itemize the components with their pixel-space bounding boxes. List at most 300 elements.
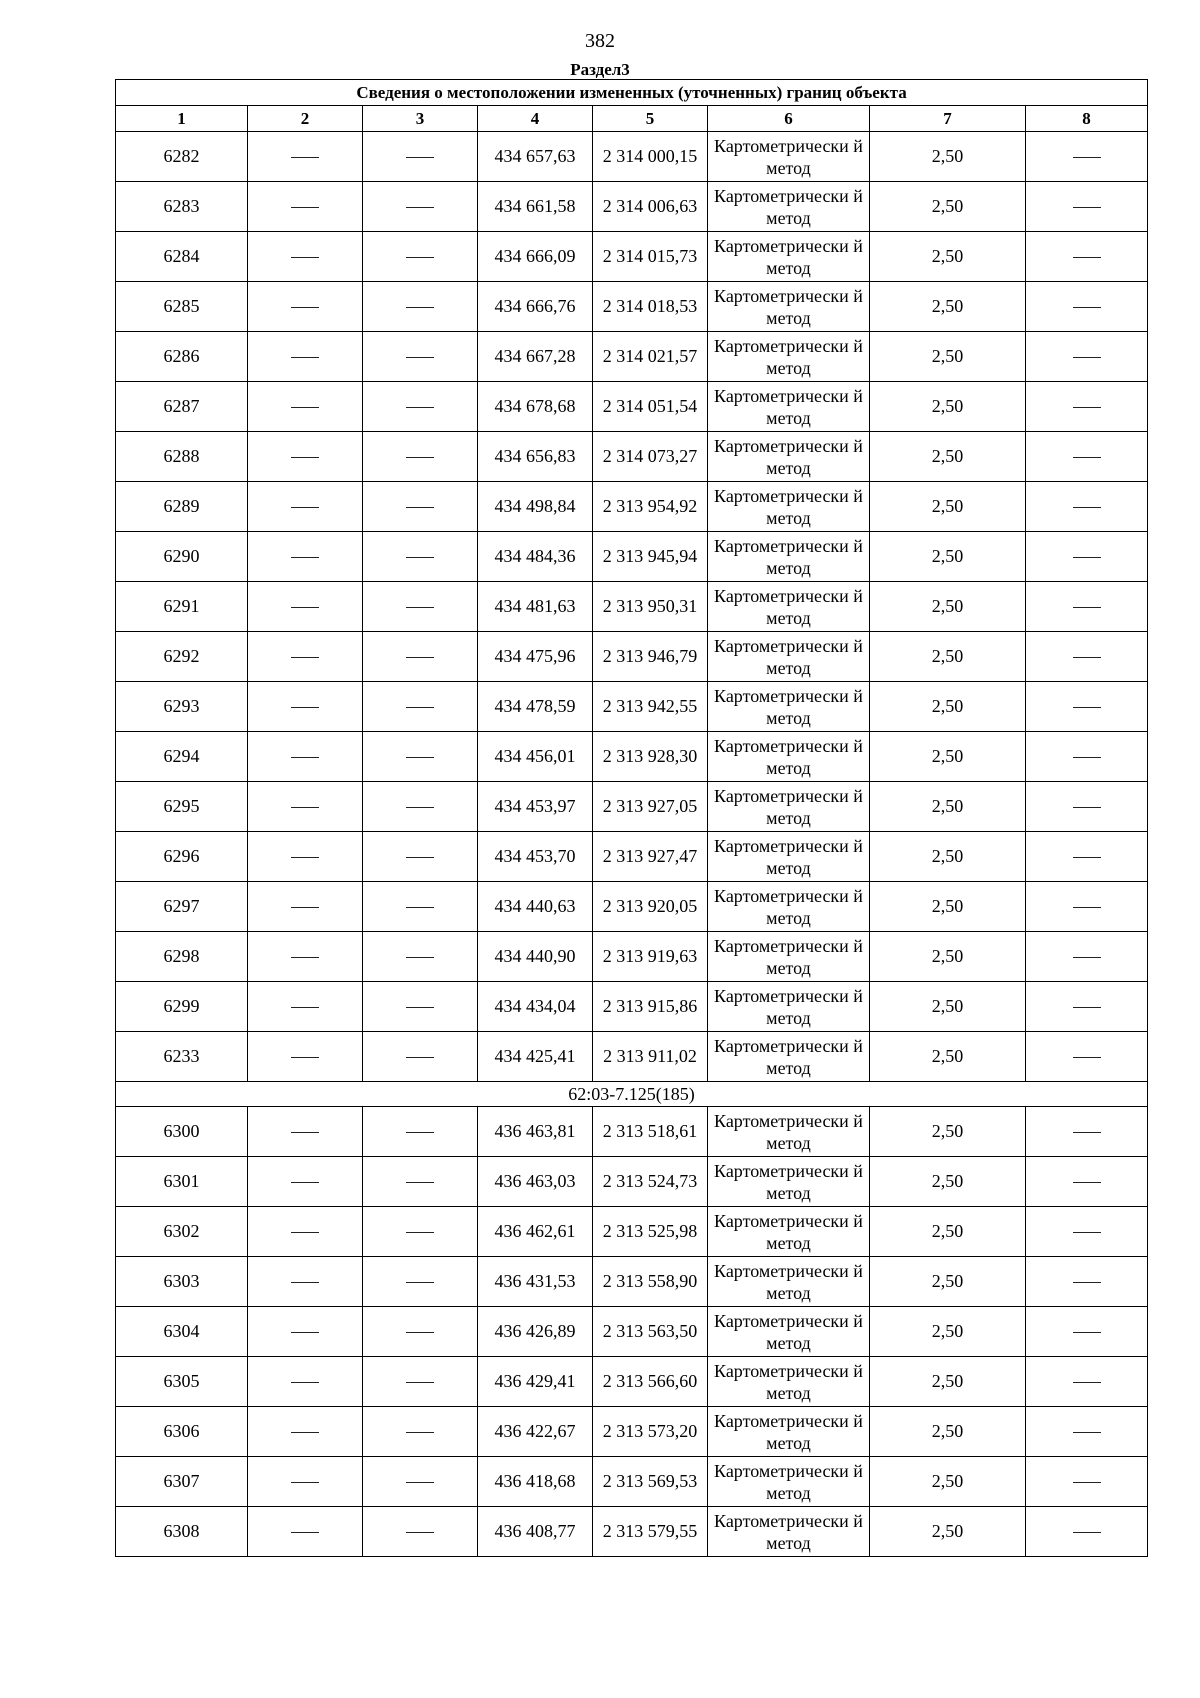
- table-row: [116, 332, 1148, 382]
- method-cell: Картометрически й метод: [708, 882, 870, 932]
- column-2-empty-cell: [248, 832, 363, 882]
- dash-mark: [1073, 607, 1101, 608]
- y-coordinate-cell: 2 314 000,15: [593, 132, 708, 182]
- dash-mark: [406, 757, 434, 758]
- dash-mark: [291, 1532, 319, 1533]
- column-8-empty-cell: [1026, 132, 1148, 182]
- dash-mark: [291, 657, 319, 658]
- method-cell: Картометрически й метод: [708, 482, 870, 532]
- column-8-empty-cell: [1026, 632, 1148, 682]
- table-row: [116, 1257, 1148, 1307]
- y-coordinate-cell: 2 313 573,20: [593, 1407, 708, 1457]
- accuracy-cell: 2,50: [870, 932, 1026, 982]
- dash-mark: [406, 1182, 434, 1183]
- column-3-empty-cell: [363, 1157, 478, 1207]
- method-cell: Картометрически й метод: [708, 1307, 870, 1357]
- dash-mark: [291, 607, 319, 608]
- dash-mark: [1073, 1282, 1101, 1283]
- x-coordinate-cell: 434 481,63: [478, 582, 593, 632]
- table-row: [116, 182, 1148, 232]
- column-8-empty-cell: [1026, 982, 1148, 1032]
- x-coordinate-cell: 434 453,97: [478, 782, 593, 832]
- y-coordinate-cell: 2 314 073,27: [593, 432, 708, 482]
- page-number: 382: [585, 30, 615, 52]
- column-2-empty-cell: [248, 582, 363, 632]
- method-cell: Картометрически й метод: [708, 1457, 870, 1507]
- x-coordinate-cell: 436 463,03: [478, 1157, 593, 1207]
- column-2-empty-cell: [248, 382, 363, 432]
- point-number-cell: 6296: [116, 832, 248, 882]
- dash-mark: [406, 157, 434, 158]
- column-2-empty-cell: [248, 1457, 363, 1507]
- dash-mark: [406, 1057, 434, 1058]
- dash-mark: [406, 1132, 434, 1133]
- column-3-empty-cell: [363, 1357, 478, 1407]
- table-row: [116, 232, 1148, 282]
- accuracy-cell: 2,50: [870, 282, 1026, 332]
- column-2-empty-cell: [248, 1257, 363, 1307]
- point-number-cell: 6306: [116, 1407, 248, 1457]
- accuracy-cell: 2,50: [870, 732, 1026, 782]
- table-row: [116, 132, 1148, 182]
- accuracy-cell: 2,50: [870, 532, 1026, 582]
- x-coordinate-cell: 434 453,70: [478, 832, 593, 882]
- dash-mark: [406, 557, 434, 558]
- column-header: 5: [593, 106, 708, 132]
- accuracy-cell: 2,50: [870, 632, 1026, 682]
- table-row: [116, 282, 1148, 332]
- method-cell: Картометрически й метод: [708, 532, 870, 582]
- accuracy-cell: 2,50: [870, 432, 1026, 482]
- method-cell: Картометрически й метод: [708, 132, 870, 182]
- x-coordinate-cell: 434 666,76: [478, 282, 593, 332]
- y-coordinate-cell: 2 313 919,63: [593, 932, 708, 982]
- dash-mark: [1073, 407, 1101, 408]
- dash-mark: [291, 1182, 319, 1183]
- column-8-empty-cell: [1026, 382, 1148, 432]
- column-3-empty-cell: [363, 482, 478, 532]
- column-2-empty-cell: [248, 1507, 363, 1557]
- table-row: [116, 382, 1148, 432]
- column-3-empty-cell: [363, 682, 478, 732]
- dash-mark: [406, 257, 434, 258]
- column-2-empty-cell: [248, 282, 363, 332]
- table-row: [116, 1157, 1148, 1207]
- point-number-cell: 6285: [116, 282, 248, 332]
- column-header: 3: [363, 106, 478, 132]
- column-8-empty-cell: [1026, 1357, 1148, 1407]
- dash-mark: [1073, 1482, 1101, 1483]
- point-number-cell: 6300: [116, 1107, 248, 1157]
- accuracy-cell: 2,50: [870, 1257, 1026, 1307]
- table-row: [116, 582, 1148, 632]
- point-number-cell: 6303: [116, 1257, 248, 1307]
- x-coordinate-cell: 434 657,63: [478, 132, 593, 182]
- group-row: [116, 1082, 1148, 1107]
- y-coordinate-cell: 2 313 920,05: [593, 882, 708, 932]
- x-coordinate-cell: 434 661,58: [478, 182, 593, 232]
- column-2-empty-cell: [248, 932, 363, 982]
- dash-mark: [406, 1382, 434, 1383]
- dash-mark: [291, 707, 319, 708]
- table-row: [116, 982, 1148, 1032]
- point-number-cell: 6302: [116, 1207, 248, 1257]
- method-cell: Картометрически й метод: [708, 1507, 870, 1557]
- method-cell: Картометрически й метод: [708, 782, 870, 832]
- column-3-empty-cell: [363, 1257, 478, 1307]
- column-2-empty-cell: [248, 1107, 363, 1157]
- point-number-cell: 6286: [116, 332, 248, 382]
- dash-mark: [1073, 807, 1101, 808]
- accuracy-cell: 2,50: [870, 1457, 1026, 1507]
- x-coordinate-cell: 436 408,77: [478, 1507, 593, 1557]
- column-8-empty-cell: [1026, 332, 1148, 382]
- column-8-empty-cell: [1026, 532, 1148, 582]
- point-number-cell: 6299: [116, 982, 248, 1032]
- x-coordinate-cell: 434 484,36: [478, 532, 593, 582]
- table-row: [116, 1207, 1148, 1257]
- column-3-empty-cell: [363, 332, 478, 382]
- column-3-empty-cell: [363, 732, 478, 782]
- column-header: 4: [478, 106, 593, 132]
- accuracy-cell: 2,50: [870, 482, 1026, 532]
- dash-mark: [1073, 757, 1101, 758]
- column-3-empty-cell: [363, 1407, 478, 1457]
- dash-mark: [1073, 1332, 1101, 1333]
- dash-mark: [406, 307, 434, 308]
- table-row: [116, 832, 1148, 882]
- point-number-cell: 6305: [116, 1357, 248, 1407]
- accuracy-cell: 2,50: [870, 882, 1026, 932]
- dash-mark: [291, 957, 319, 958]
- table-row: [116, 932, 1148, 982]
- table-body-part2: [116, 1107, 1148, 1557]
- column-8-empty-cell: [1026, 832, 1148, 882]
- dash-mark: [291, 407, 319, 408]
- dash-mark: [291, 457, 319, 458]
- column-8-empty-cell: [1026, 732, 1148, 782]
- x-coordinate-cell: 434 434,04: [478, 982, 593, 1032]
- dash-mark: [291, 1382, 319, 1383]
- dash-mark: [1073, 1007, 1101, 1008]
- table-row: [116, 432, 1148, 482]
- accuracy-cell: 2,50: [870, 982, 1026, 1032]
- column-header: 8: [1026, 106, 1148, 132]
- y-coordinate-cell: 2 313 569,53: [593, 1457, 708, 1507]
- column-header: 6: [708, 106, 870, 132]
- column-3-empty-cell: [363, 282, 478, 332]
- point-number-cell: 6297: [116, 882, 248, 932]
- dash-mark: [1073, 1382, 1101, 1383]
- dash-mark: [1073, 657, 1101, 658]
- column-8-empty-cell: [1026, 482, 1148, 532]
- x-coordinate-cell: 436 422,67: [478, 1407, 593, 1457]
- y-coordinate-cell: 2 314 021,57: [593, 332, 708, 382]
- dash-mark: [1073, 857, 1101, 858]
- dash-mark: [291, 1282, 319, 1283]
- dash-mark: [291, 307, 319, 308]
- dash-mark: [291, 807, 319, 808]
- column-3-empty-cell: [363, 182, 478, 232]
- dash-mark: [1073, 1232, 1101, 1233]
- dash-mark: [406, 857, 434, 858]
- accuracy-cell: 2,50: [870, 1207, 1026, 1257]
- dash-mark: [406, 907, 434, 908]
- column-2-empty-cell: [248, 1407, 363, 1457]
- table-row: [116, 532, 1148, 582]
- y-coordinate-cell: 2 313 525,98: [593, 1207, 708, 1257]
- dash-mark: [291, 1332, 319, 1333]
- dash-mark: [1073, 707, 1101, 708]
- dash-mark: [291, 1232, 319, 1233]
- column-3-empty-cell: [363, 1207, 478, 1257]
- accuracy-cell: 2,50: [870, 182, 1026, 232]
- x-coordinate-cell: 434 678,68: [478, 382, 593, 432]
- x-coordinate-cell: 434 498,84: [478, 482, 593, 532]
- y-coordinate-cell: 2 313 950,31: [593, 582, 708, 632]
- table-row: [116, 1457, 1148, 1507]
- dash-mark: [406, 1007, 434, 1008]
- accuracy-cell: 2,50: [870, 782, 1026, 832]
- y-coordinate-cell: 2 314 015,73: [593, 232, 708, 282]
- accuracy-cell: 2,50: [870, 682, 1026, 732]
- dash-mark: [1073, 1132, 1101, 1133]
- dash-mark: [1073, 307, 1101, 308]
- dash-mark: [291, 207, 319, 208]
- column-3-empty-cell: [363, 582, 478, 632]
- x-coordinate-cell: 434 656,83: [478, 432, 593, 482]
- column-2-empty-cell: [248, 782, 363, 832]
- y-coordinate-cell: 2 313 927,05: [593, 782, 708, 832]
- dash-mark: [291, 507, 319, 508]
- accuracy-cell: 2,50: [870, 332, 1026, 382]
- x-coordinate-cell: 434 478,59: [478, 682, 593, 732]
- x-coordinate-cell: 434 667,28: [478, 332, 593, 382]
- column-2-empty-cell: [248, 1357, 363, 1407]
- y-coordinate-cell: 2 314 006,63: [593, 182, 708, 232]
- column-3-empty-cell: [363, 1507, 478, 1557]
- column-3-empty-cell: [363, 382, 478, 432]
- column-3-empty-cell: [363, 832, 478, 882]
- point-number-cell: 6293: [116, 682, 248, 732]
- column-8-empty-cell: [1026, 932, 1148, 982]
- method-cell: Картометрически й метод: [708, 382, 870, 432]
- x-coordinate-cell: 434 666,09: [478, 232, 593, 282]
- dash-mark: [406, 707, 434, 708]
- column-8-empty-cell: [1026, 1032, 1148, 1082]
- table-row: [116, 1407, 1148, 1457]
- column-8-empty-cell: [1026, 582, 1148, 632]
- dash-mark: [406, 1282, 434, 1283]
- accuracy-cell: 2,50: [870, 232, 1026, 282]
- dash-mark: [1073, 907, 1101, 908]
- method-cell: Картометрически й метод: [708, 432, 870, 482]
- dash-mark: [1073, 357, 1101, 358]
- table-row: [116, 632, 1148, 682]
- table-row: [116, 732, 1148, 782]
- dash-mark: [1073, 1182, 1101, 1183]
- table-row: [116, 1307, 1148, 1357]
- column-3-empty-cell: [363, 632, 478, 682]
- y-coordinate-cell: 2 313 927,47: [593, 832, 708, 882]
- accuracy-cell: 2,50: [870, 1107, 1026, 1157]
- column-2-empty-cell: [248, 982, 363, 1032]
- x-coordinate-cell: 436 431,53: [478, 1257, 593, 1307]
- accuracy-cell: 2,50: [870, 1157, 1026, 1207]
- table-row: [116, 1507, 1148, 1557]
- dash-mark: [406, 657, 434, 658]
- point-number-cell: 6290: [116, 532, 248, 582]
- column-8-empty-cell: [1026, 1407, 1148, 1457]
- method-cell: Картометрически й метод: [708, 1107, 870, 1157]
- dash-mark: [1073, 1432, 1101, 1433]
- y-coordinate-cell: 2 313 945,94: [593, 532, 708, 582]
- dash-mark: [291, 557, 319, 558]
- column-8-empty-cell: [1026, 682, 1148, 732]
- method-cell: Картометрически й метод: [708, 1357, 870, 1407]
- dash-mark: [406, 807, 434, 808]
- column-2-empty-cell: [248, 1032, 363, 1082]
- method-cell: Картометрически й метод: [708, 582, 870, 632]
- dash-mark: [406, 607, 434, 608]
- column-3-empty-cell: [363, 932, 478, 982]
- column-3-empty-cell: [363, 1307, 478, 1357]
- y-coordinate-cell: 2 313 946,79: [593, 632, 708, 682]
- y-coordinate-cell: 2 313 524,73: [593, 1157, 708, 1207]
- point-number-cell: 6308: [116, 1507, 248, 1557]
- column-2-empty-cell: [248, 332, 363, 382]
- column-8-empty-cell: [1026, 1157, 1148, 1207]
- accuracy-cell: 2,50: [870, 1032, 1026, 1082]
- dash-mark: [406, 1532, 434, 1533]
- accuracy-cell: 2,50: [870, 1307, 1026, 1357]
- method-cell: Картометрически й метод: [708, 1257, 870, 1307]
- method-cell: Картометрически й метод: [708, 682, 870, 732]
- point-number-cell: 6289: [116, 482, 248, 532]
- y-coordinate-cell: 2 313 563,50: [593, 1307, 708, 1357]
- x-coordinate-cell: 436 462,61: [478, 1207, 593, 1257]
- accuracy-cell: 2,50: [870, 1407, 1026, 1457]
- column-2-empty-cell: [248, 482, 363, 532]
- column-2-empty-cell: [248, 132, 363, 182]
- column-3-empty-cell: [363, 1032, 478, 1082]
- method-cell: Картометрически й метод: [708, 1407, 870, 1457]
- point-number-cell: 6307: [116, 1457, 248, 1507]
- dash-mark: [406, 1432, 434, 1433]
- column-3-empty-cell: [363, 782, 478, 832]
- column-8-empty-cell: [1026, 782, 1148, 832]
- column-2-empty-cell: [248, 1207, 363, 1257]
- coordinates-table: [115, 79, 1148, 1557]
- column-2-empty-cell: [248, 532, 363, 582]
- section-title: Раздел3: [570, 60, 630, 79]
- column-2-empty-cell: [248, 232, 363, 282]
- dash-mark: [291, 1482, 319, 1483]
- column-3-empty-cell: [363, 532, 478, 582]
- dash-mark: [406, 1332, 434, 1333]
- method-cell: Картометрически й метод: [708, 1207, 870, 1257]
- method-cell: Картометрически й метод: [708, 282, 870, 332]
- method-cell: Картометрически й метод: [708, 982, 870, 1032]
- table-caption: Сведения о местоположении измененных (уточненных) границ объекта: [116, 80, 1148, 106]
- column-8-empty-cell: [1026, 1457, 1148, 1507]
- dash-mark: [1073, 1057, 1101, 1058]
- x-coordinate-cell: 436 463,81: [478, 1107, 593, 1157]
- column-8-empty-cell: [1026, 182, 1148, 232]
- dash-mark: [291, 907, 319, 908]
- method-cell: Картометрически й метод: [708, 732, 870, 782]
- dash-mark: [291, 257, 319, 258]
- column-3-empty-cell: [363, 982, 478, 1032]
- point-number-cell: 6301: [116, 1157, 248, 1207]
- column-3-empty-cell: [363, 1107, 478, 1157]
- y-coordinate-cell: 2 313 942,55: [593, 682, 708, 732]
- y-coordinate-cell: 2 313 954,92: [593, 482, 708, 532]
- dash-mark: [406, 407, 434, 408]
- y-coordinate-cell: 2 313 579,55: [593, 1507, 708, 1557]
- column-3-empty-cell: [363, 232, 478, 282]
- column-3-empty-cell: [363, 432, 478, 482]
- dash-mark: [1073, 207, 1101, 208]
- point-number-cell: 6304: [116, 1307, 248, 1357]
- column-2-empty-cell: [248, 1307, 363, 1357]
- column-header: 7: [870, 106, 1026, 132]
- dash-mark: [1073, 507, 1101, 508]
- dash-mark: [406, 357, 434, 358]
- dash-mark: [291, 357, 319, 358]
- accuracy-cell: 2,50: [870, 832, 1026, 882]
- x-coordinate-cell: 434 475,96: [478, 632, 593, 682]
- column-2-empty-cell: [248, 432, 363, 482]
- dash-mark: [1073, 1532, 1101, 1533]
- column-2-empty-cell: [248, 732, 363, 782]
- x-coordinate-cell: 436 426,89: [478, 1307, 593, 1357]
- x-coordinate-cell: 434 440,63: [478, 882, 593, 932]
- column-8-empty-cell: [1026, 1307, 1148, 1357]
- x-coordinate-cell: 434 456,01: [478, 732, 593, 782]
- x-coordinate-cell: 434 425,41: [478, 1032, 593, 1082]
- column-2-empty-cell: [248, 1157, 363, 1207]
- point-number-cell: 6284: [116, 232, 248, 282]
- x-coordinate-cell: 434 440,90: [478, 932, 593, 982]
- method-cell: Картометрически й метод: [708, 1157, 870, 1207]
- accuracy-cell: 2,50: [870, 382, 1026, 432]
- table-row: [116, 1357, 1148, 1407]
- point-number-cell: 6295: [116, 782, 248, 832]
- point-number-cell: 6298: [116, 932, 248, 982]
- column-8-empty-cell: [1026, 1107, 1148, 1157]
- point-number-cell: 6233: [116, 1032, 248, 1082]
- accuracy-cell: 2,50: [870, 132, 1026, 182]
- method-cell: Картометрически й метод: [708, 232, 870, 282]
- accuracy-cell: 2,50: [870, 582, 1026, 632]
- table-row: [116, 482, 1148, 532]
- column-8-empty-cell: [1026, 282, 1148, 332]
- column-8-empty-cell: [1026, 232, 1148, 282]
- method-cell: Картометрически й метод: [708, 332, 870, 382]
- column-3-empty-cell: [363, 132, 478, 182]
- dash-mark: [406, 457, 434, 458]
- column-header: 1: [116, 106, 248, 132]
- dash-mark: [291, 857, 319, 858]
- x-coordinate-cell: 436 429,41: [478, 1357, 593, 1407]
- column-header: 2: [248, 106, 363, 132]
- table-row: [116, 882, 1148, 932]
- dash-mark: [1073, 457, 1101, 458]
- table-row: [116, 1107, 1148, 1157]
- x-coordinate-cell: 436 418,68: [478, 1457, 593, 1507]
- column-8-empty-cell: [1026, 882, 1148, 932]
